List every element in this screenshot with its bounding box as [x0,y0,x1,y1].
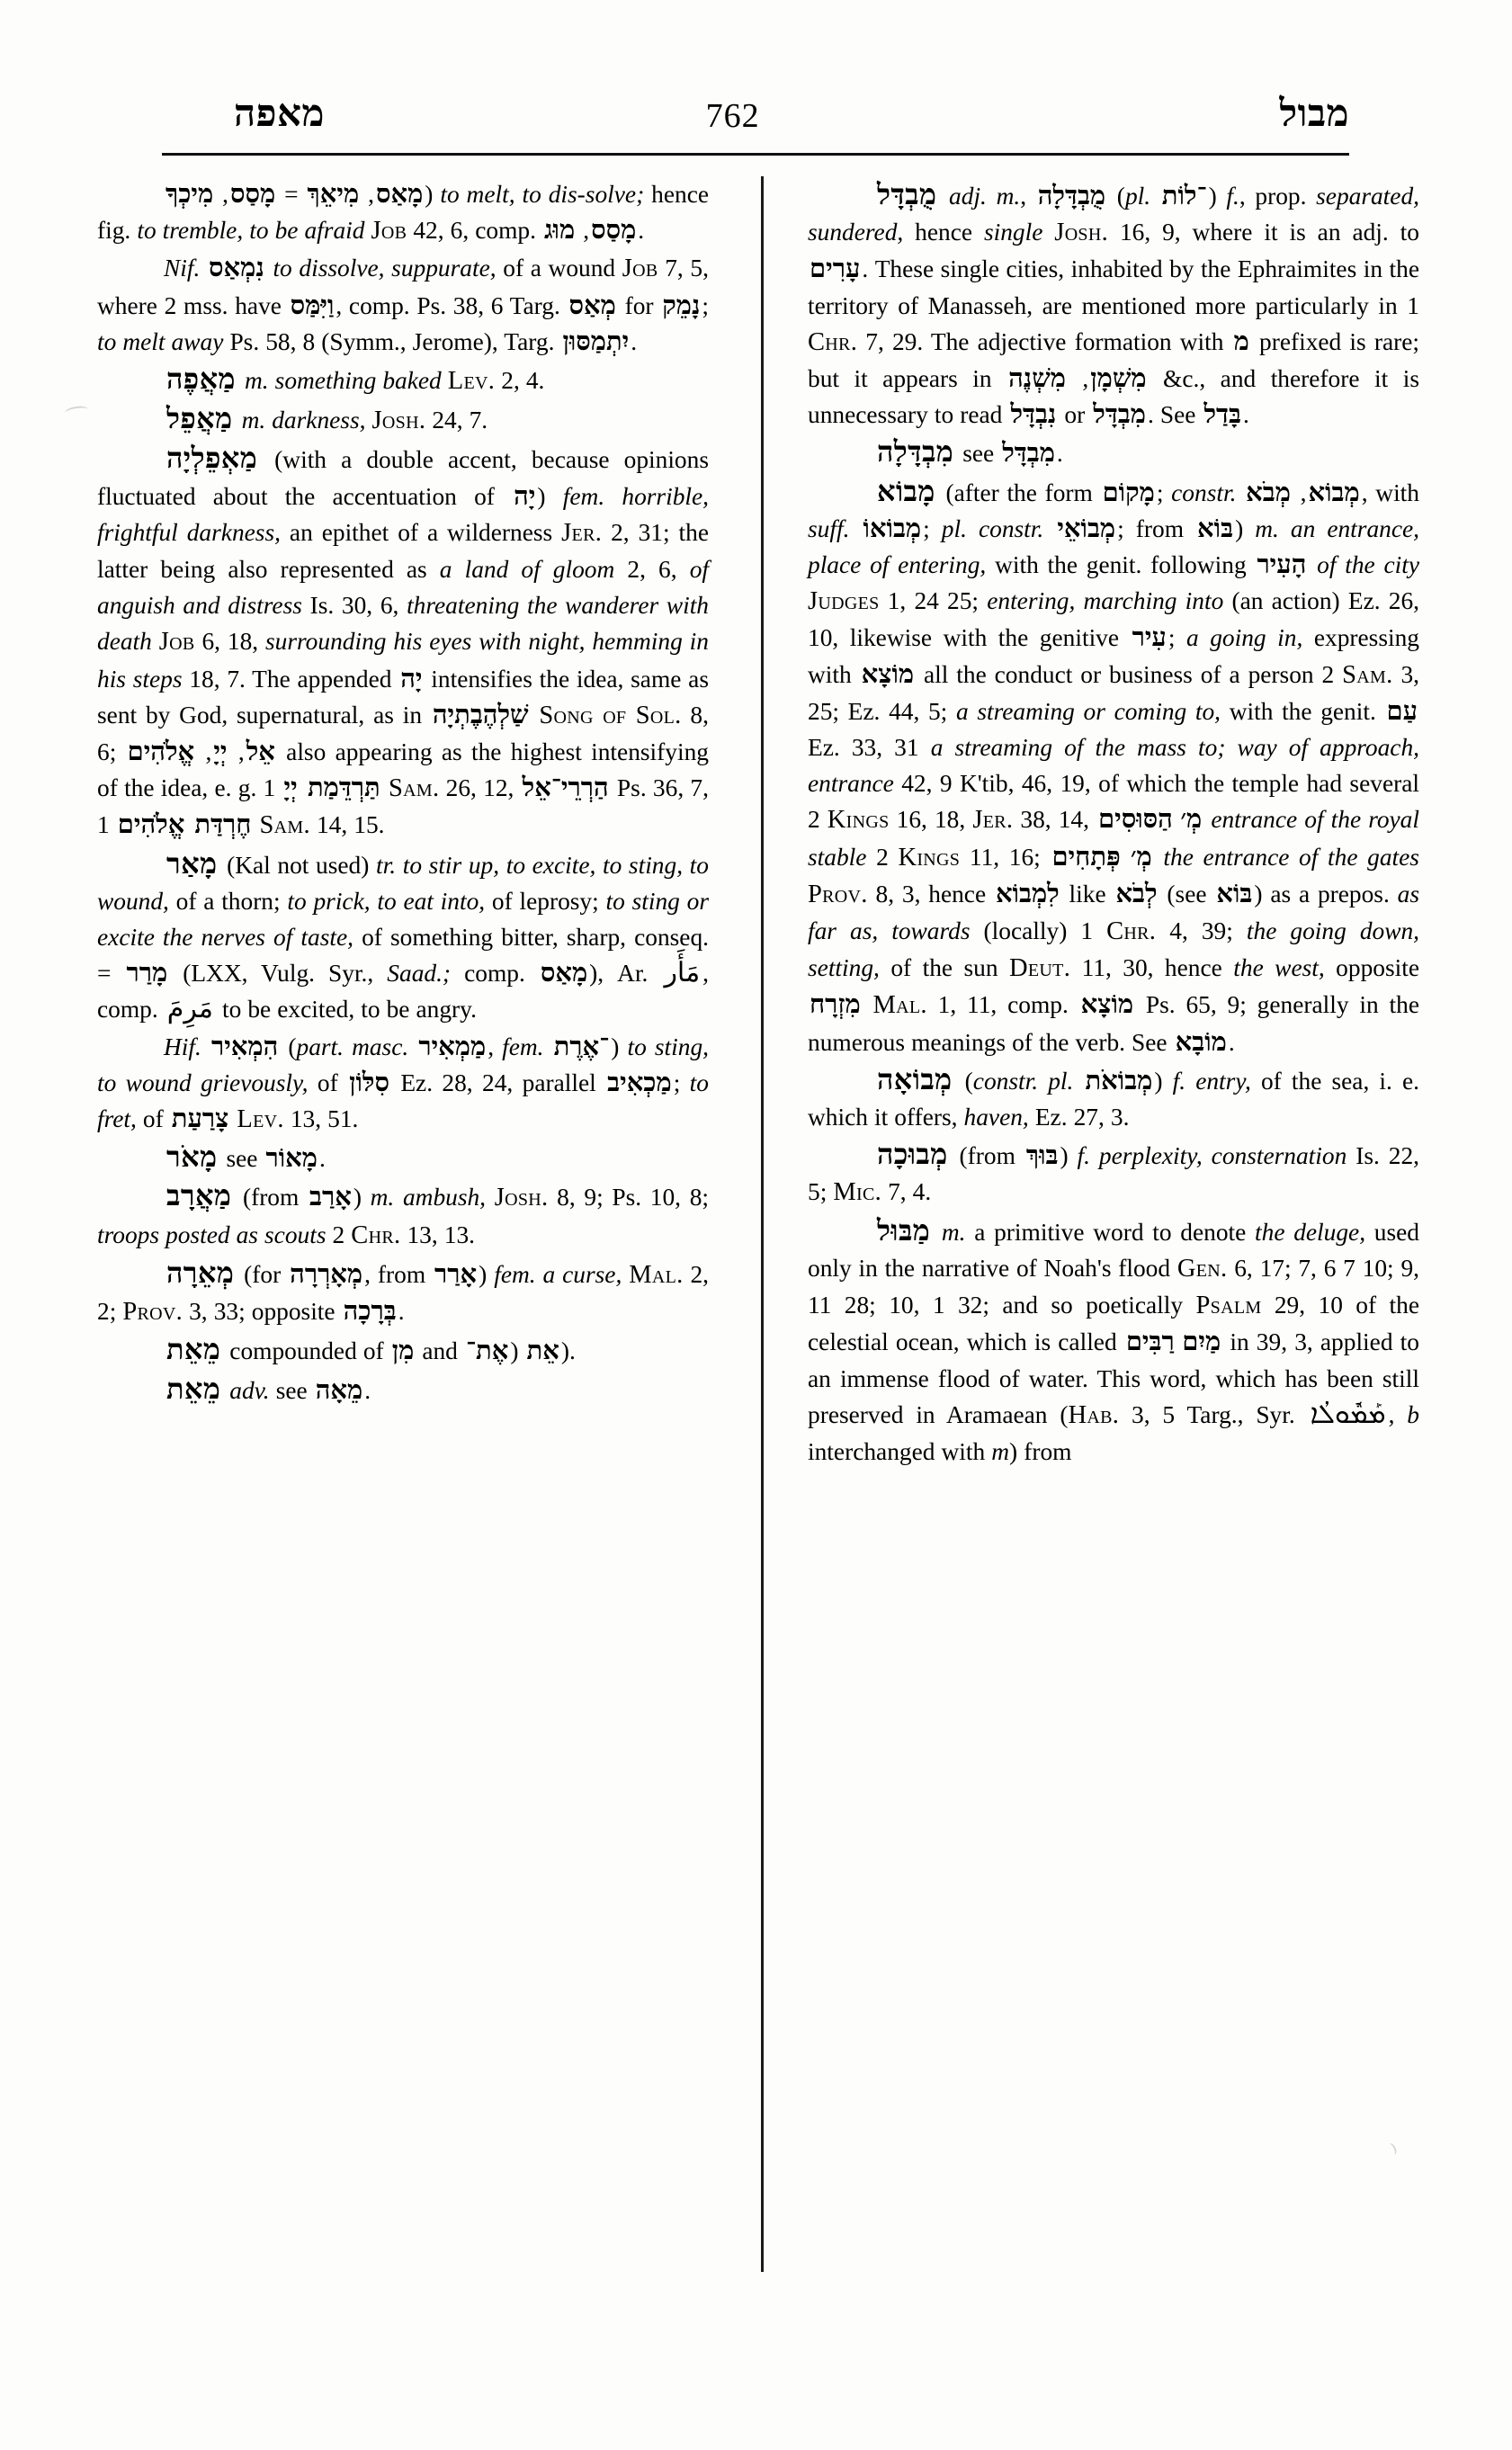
hebrew-inline-word: מאפה [234,94,325,135]
scripture-reference: Mic. [833,1178,882,1207]
dictionary-entry: מַאֲפֶה m. something baked Lev. 2, 4. [97,361,709,399]
dictionary-entry: מָאַס, מִיאֵךְ = מָסַס, מִיכְךָ ) to melt, to dis-solve; hence fig. to tremble, to be afraid Job 42, 6, comp. מָסַס, מוּג . [97,180,710,246]
gloss-italic: troops posted as scouts [97,1221,327,1248]
dictionary-entry: מַאְפֵלְיָה (with a double accent, because opinions fluctuated about the accentuation of יָה) fem. horrible, frightful darkness, an epithet of a wilderness Jer. 2, 31; the latter being also represented as a land of gloom 2, 6, of anguish and distress Is. 30, 6, threatening the wanderer with death Job 6, 18, surrounding his eyes with night, hemming in his steps 18, 7. The appended יָה intensifies the idea, same as sent by God, supernatural, as in שַׁלְהֶבֶתְיָה Song of Sol. 8, 6; אֵל, יְיָ, אֱלֹהִים also appearing as the highest intensifying of the idea, e. g. תַּרְדֵּמַת יְיָ 1 Sam. 26, 12, הַרְרֵי־אֵל Ps. 36, 7, חֶרְדַּת אֱלֹהִים 1 Sam. 14, 15. [97,442,710,840]
scan-artifact [64,405,88,417]
dictionary-entry: מַבּוּל m. a primitive word to denote the deluge, used only in the narrative of Noah's flood Gen. 6, 17; 7, 6 7 10; 9, 11 28; 10, 1 32; and so poetically Psalm 29, 10 of the celestial ocean, which is called מַיִם רַבִּים in 39, 3, applied to an immense flood of water. This word, which has been still preserved in Aramaean (Hab. 3, 5 Targ., Syr. ܡܰܡܽܘܠܳܐ , b interchanged with m) from [808,1213,1419,1465]
hebrew-inline-word: מבול [1279,94,1349,135]
hebrew-inline-word: מִיכְךָ [166,180,214,209]
gloss-italic: f. entry, [1172,1067,1251,1095]
hebrew-inline-word: מוֹצָא [861,659,915,689]
scripture-reference: Mal. [872,991,927,1020]
entry-headword: מְבוּכָה [877,1138,948,1171]
hebrew-inline-word: ־אֶרֶת [553,1032,610,1061]
page-number: 762 [705,97,760,135]
scripture-reference: Kings [898,843,961,872]
hebrew-inline-word: בּוּךְ [1025,1141,1059,1171]
gloss-italic: a streaming or coming to, [955,697,1221,725]
gloss-italic: entrance of the royal stable [808,806,1419,871]
hebrew-inline-word: מְבוֹאֹת [1085,1066,1153,1095]
scripture-reference: Josh. [371,407,426,435]
scripture-reference: Lev. [237,1105,284,1134]
entry-headword: מָאַר [166,846,218,880]
right-column [808,176,1419,2362]
gloss-italic: the going down, setting, [808,917,1420,982]
hebrew-inline-word: תַּרְדֵּמַת [307,773,380,803]
scripture-reference: Lev. [447,367,496,396]
hebrew-inline-word: יָה [514,481,536,511]
scripture-reference: Deut. [1009,954,1071,983]
hebrew-inline-word: מְבֹא [1246,478,1291,507]
hebrew-inline-word: סִלּוֹן [349,1068,389,1097]
scripture-reference: Chr. [808,327,858,356]
gloss-italic: the west, [1233,954,1325,982]
scripture-reference: Sam. [388,774,440,803]
hebrew-inline-word: מְבוֹאוֹ [863,514,922,543]
header-rule [162,153,1349,156]
hebrew-inline-word: מָאַס [375,180,424,209]
hebrew-inline-word: אֵל [246,738,275,767]
gloss-italic: fem. a curse, [494,1260,622,1288]
hebrew-inline-word: ־לוֹת [1161,182,1207,210]
gloss-italic: single [983,219,1043,246]
gloss-italic: part. masc. [296,1033,409,1060]
gloss-italic: separated, sundered, [808,183,1419,246]
scripture-reference: Chr. [1106,917,1157,946]
hebrew-inline-word: בְּרָכָה [343,1297,397,1327]
scripture-reference: Kings [827,806,890,835]
gloss-italic: a streaming of the mass to; way of approach, entrance [808,734,1420,798]
dictionary-entry: מַאֲרָב (from אָרַב) m. ambush, Josh. 8, 9; Ps. 10, 8; troops posted as scouts 2 Chr. 13, 13. [97,1179,710,1249]
hebrew-inline-word: אֵת [526,1337,559,1366]
hebrew-inline-word: אֱלֹהִים [127,738,195,767]
hebrew-inline-word: מָאוֹר [265,1144,318,1174]
hebrew-inline-word: מִבְדָּל [1093,400,1146,430]
entry-headword: מִבְדָּלָה [877,435,954,469]
hebrew-inline-word: מ [1233,326,1249,356]
entry-headword: מָבוֹא [877,474,935,507]
two-column-body [97,176,1419,2362]
dictionary-entry: מָאַר (Kal not used) tr. to stir up, to excite, to sting, to wound, of a thorn; to prick, to eat into, of leprosy; to sting or excite the nerves of taste, of something bitter, sharp, conseq. = מָרַר (LXX, Vulg. Syr., Saad.; comp. מָאַס), Ar. مَأَر , comp. مَرِمَ to be excited, to be angry. [97,846,709,1024]
gloss-italic: haven, [963,1104,1029,1131]
dictionary-entry: מִבְדָּלָה see מִבְדָּל. [808,434,1419,471]
gloss-italic: entering, marching into [987,587,1224,615]
hebrew-inline-word: מִבְדָּל [1002,439,1055,469]
hebrew-inline-word: מוּג [543,216,576,246]
scripture-reference: Jer. [972,806,1014,835]
dictionary-entry: מֵאֵת compounded of מִן and אֵת (אֶת־ ). [97,1331,709,1369]
scripture-reference: Job [371,217,407,246]
scripture-reference: Prov. [122,1298,183,1327]
hebrew-inline-word: עָרִים [810,255,861,284]
gloss-italic: to sting, to wound grievously, [97,1033,709,1096]
hebrew-inline-word: מִזְרָח [810,990,861,1020]
dictionary-entry: מְאֵרָה (for מְאָרְרָה, from אָרַר) fem. a curse, Mal. 2, 2; Prov. 3, 33; opposite בְּרָכָה. [97,1256,710,1327]
hebrew-inline-word: אֶת־ [465,1337,509,1366]
hebrew-inline-word: שַׁלְהֶבֶתְיָה [432,700,529,729]
entry-headword: מֵאֵת [166,1333,221,1366]
entry-headword: מֵאֵת [166,1372,221,1405]
hebrew-inline-word: יִתְמַסּוּן [562,326,630,356]
hebrew-inline-word: מֵאָה [315,1375,363,1405]
gloss-italic: m [991,1437,1010,1465]
gloss-italic: to tremble, to be afraid [137,217,365,245]
dictionary-entry: Hif. הִמְאִיר (part. masc. מַמְאִיר, fem. ־אֶרֶת) to sting, to wound grievously, of סִלּוֹן Ez. 28, 24, parallel מַכְאִיב; to fret, of צָרַעַת Lev. 13, 51. [97,1032,709,1134]
hebrew-inline-word: צָרַעַת [171,1104,229,1134]
scripture-reference: Jer. [561,518,603,547]
gloss-italic: Hif. [164,1033,201,1060]
dictionary-entry: מְבוּכָה (from בּוּךְ) f. perplexity, consternation Is. 22, 5; Mic. 7, 4. [808,1138,1419,1207]
hebrew-inline-word: מָסַס [230,180,276,209]
gloss-italic: to melt away [97,327,224,355]
dictionary-entry: Nif. נִמְאַס to dissolve, suppurate, of a wound Job 7, 5, where 2 mss. have וַיִּמַּס, comp. Ps. 38, 6 Targ. מְאַס for נָמֵק; to melt away Ps. 58, 8 (Symm., Jerome), Targ. יִתְמַסּוּן. [97,254,709,356]
hebrew-inline-word: אָרַב [309,1183,352,1212]
gloss-italic: m. ambush, [370,1184,487,1212]
gloss-italic: threatening the wanderer with death [97,592,709,656]
hebrew-inline-word: לִמְבוֹא [995,879,1060,908]
hebrew-inline-word: וַיִּמַּס [290,291,335,320]
gloss-italic: tr. to stir up, to excite, to sting, to wound, [97,851,709,915]
entry-headword: מָאֹר [166,1140,218,1174]
gloss-italic: adv. [229,1376,270,1404]
hebrew-inline-word: יְיָ [213,738,228,767]
gloss-italic: constr. [1171,478,1237,506]
gloss-italic: a land of gloom [439,556,615,584]
hebrew-inline-word: מָסַס [591,216,637,246]
scripture-reference: Job [158,628,195,657]
dictionary-entry: מֻבְדָּל adj. m., מֻבְדָּלָה (pl. ־לוֹת) f., prop. separated, sundered, hence single Josh. 16, 9, where it is an adj. to עָרִים. These single cities, inhabited by the Ephraimites in the territory of Manasseh, are mentioned more particularly in 1 Chr. 7, 29. The adjective formation with מ prefixed is rare; but it appears in מִשְׁמָן, מִשְׁנֶה &c., and therefore it is unnecessary to read נִבְדָּל or מִבְדָּל. See בָּדַל. [808,178,1419,430]
hebrew-inline-word: מִשְׁמָן [1090,364,1147,394]
hebrew-inline-word: מוֹבָא [1175,1027,1227,1057]
hebrew-inline-word: בּוֹא [1197,514,1234,543]
hebrew-inline-word: מִשְׁנֶה [1008,364,1066,394]
gloss-italic: constr. pl. [972,1067,1074,1095]
scripture-reference: Hab. [1068,1400,1120,1429]
gloss-italic: of anguish and distress [97,556,709,620]
scripture-reference: Song of Sol. [539,701,682,729]
dictionary-entry: מָאֹר see מָאוֹר. [97,1139,709,1176]
hebrew-inline-word: מְאָרְרָה [290,1259,363,1289]
hebrew-inline-word: מְאַס [568,291,616,320]
gloss-italic: Saad.; [387,960,452,988]
arabic-inline-word: مَأَر [664,958,701,988]
scripture-reference: Job [622,255,658,283]
gloss-italic: to melt, to dis-solve; [440,181,645,208]
dictionary-entry: מֵאֵת adv. see מֵאָה. [97,1371,709,1408]
gloss-italic: suff. [808,514,850,542]
hebrew-inline-word: מוֹצָא [1080,990,1134,1020]
entry-headword: מֻבְדָּל [877,178,937,210]
scripture-reference: Sam. [1342,660,1393,689]
entry-headword: מְבוֹאָה [877,1062,953,1095]
scripture-reference: Psalm [1195,1292,1262,1320]
gloss-italic: fem. horrible, frightful darkness, [97,482,710,546]
gloss-italic: to prick, to eat into, [287,887,486,915]
hebrew-inline-word: הָעִיר [1257,550,1307,580]
hebrew-inline-word: מְ׳ פְּתָחִים [1051,842,1152,872]
gloss-italic: m. darkness, [241,407,366,434]
hebrew-inline-word: אָרַר [434,1259,478,1289]
dictionary-entry: מָבוֹא (after the form מָקוֹם; constr. מְבוֹא, מְבֹא , with suff. מְבוֹאוֹ; pl. constr. מְבוֹאֵי; from בּוֹא) m. an entrance, place of entering, with the genit. following הָעִיר of the city Judges 1, 24 25; entering, marching into (an action) Ez. 26, 10, likewise with the genitive עִיר; a going in, expressing with מוֹצָא all the conduct or business of a person 2 Sam. 3, 25; Ez. 44, 5; a streaming or coming to, with the genit. עַם Ez. 33, 31 a streaming of the mass to; way of approach, entrance 42, 9 K'tib, 46, 19, of which the temple had several 2 Kings 16, 18, Jer. 38, 14, מְ׳ הַסּוּסִים entrance of the royal stable 2 Kings 11, 16; מְ׳ פְּתָחִים the entrance of the gates Prov. 8, 3, hence לִמְבוֹא like לְבֹא (see בּוֹא) as a prepos. as far as, towards (locally) 1 Chr. 4, 39; the going down, setting, of the sun Deut. 11, 30, hence the west, opposite מִזְרָח Mal. 1, 11, comp. מוֹצָא Ps. 65, 9; generally in the numerous meanings of the verb. See מוֹבָא. [808,474,1420,1057]
gloss-italic: fem. [502,1033,544,1060]
hebrew-inline-word: מְ׳ הַסּוּסִים [1098,805,1203,835]
hebrew-inline-word: בּוֹא [1216,879,1253,908]
gloss-italic: m. an entrance, place of entering, [808,514,1419,579]
syriac-inline-word: ܡܰܡܽܘܠܳܐ [1310,1399,1386,1429]
entry-headword: מַאְפֵלְיָה [166,442,258,475]
gloss-italic: of the city [1317,551,1420,579]
entry-headword: מַבּוּל [877,1213,931,1247]
hebrew-inline-word: בָּדַל [1203,400,1241,430]
gloss-italic: b [1407,1400,1419,1428]
hebrew-inline-word: עַם [1386,696,1418,726]
gloss-italic: as far as, towards [808,880,1419,945]
hebrew-inline-word: נִבְדָּל [1010,400,1057,430]
dictionary-entry: מְבוֹאָה (constr. pl. מְבוֹאֹת) f. entry, of the sea, i. e. which it offers, haven, Ez. 27, 3. [808,1062,1419,1131]
scripture-reference: Judges [808,587,880,616]
gloss-italic: the deluge, [1255,1218,1366,1246]
gloss-italic: to sting or excite the nerves of taste, [97,887,709,952]
hebrew-inline-word: מִן [391,1337,415,1366]
gloss-italic: the entrance of the gates [1163,843,1419,871]
hebrew-inline-word: מַמְאִיר [418,1032,487,1061]
hebrew-inline-word: יָה [400,664,423,693]
hebrew-inline-word: יְיָ [283,773,298,803]
hebrew-inline-word: מְבוֹאֵי [1057,514,1116,543]
hebrew-inline-word: מָקוֹם [1102,478,1155,507]
hebrew-inline-word: מִיאֵךְ [307,180,360,209]
hebrew-inline-word: חֶרְדַּת [194,810,252,840]
gloss-italic: f. [1226,183,1239,210]
gloss-italic: a going in, [1186,624,1303,652]
hebrew-inline-word: הִמְאִיר [210,1032,279,1061]
scripture-reference: Gen. [1176,1254,1228,1283]
entry-headword: מַאֲפֵל [166,402,233,435]
gloss-italic: Nif. [164,255,201,282]
hebrew-inline-word: מַכְאִיב [607,1068,672,1097]
hebrew-inline-word: נָמֵק [662,291,701,320]
arabic-inline-word: مَرِمَ [166,994,213,1024]
hebrew-inline-word: אֱלֹהִים [117,810,185,840]
gloss-italic: m. [941,1218,966,1246]
hebrew-inline-word: מַיִם רַבִּים [1125,1328,1221,1357]
hebrew-inline-word: לְבֹא [1115,879,1158,908]
dictionary-entry: מַאֲפֵל m. darkness, Josh. 24, 7. [97,400,709,439]
gloss-italic: surrounding his eyes with night, hemming in his steps [97,628,709,693]
hebrew-inline-word: נִמְאַס [209,254,264,283]
scripture-reference: Josh. [1054,219,1109,247]
scripture-reference: Chr. [351,1221,401,1249]
gloss-italic: adj. m. [949,183,1021,210]
scripture-reference: Josh. [494,1184,549,1212]
entry-headword: מַאֲפֶה [166,362,236,396]
scripture-reference: Prov. [808,880,868,908]
entry-headword: מַאֲרָב [166,1179,232,1212]
hebrew-inline-word: מָרַר [126,959,168,988]
gloss-italic: pl. constr. [941,514,1044,542]
left-column [97,176,709,2362]
hebrew-inline-word: מֻבְדָּלָה [1037,182,1106,210]
scripture-reference: Sam. [259,811,310,840]
gloss-italic: to dissolve, suppurate, [273,255,497,282]
gloss-italic: pl. [1124,183,1151,210]
gloss-italic: f. perplexity, consternation [1077,1142,1347,1170]
hebrew-inline-word: מָאַס [540,959,588,988]
gloss-italic: to fret, [97,1069,709,1133]
entry-headword: מְאֵרָה [166,1256,235,1289]
hebrew-inline-word: הַרְרֵי־אֵל [522,773,609,803]
hebrew-inline-word: מְבוֹא [1308,478,1360,507]
running-head [99,70,1421,133]
scripture-reference: Mal. [629,1260,684,1289]
gloss-italic: m. something baked [245,367,442,395]
hebrew-inline-word: עִיר [1132,623,1167,653]
